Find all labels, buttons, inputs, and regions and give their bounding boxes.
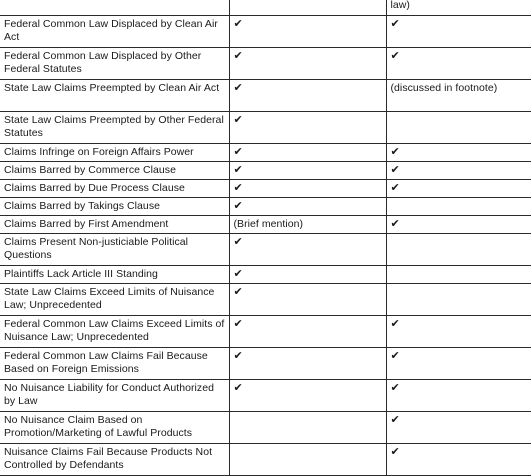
header-cell-claim: [0, 0, 229, 16]
header-cell-col2: [229, 0, 386, 16]
claim-cell: No Nuisance Claim Based on Promotion/Marketing of Lawful Products: [0, 412, 229, 444]
check-icon: ✔: [386, 316, 531, 348]
check-icon: ✔: [229, 162, 386, 180]
check-icon: ✔: [229, 284, 386, 316]
table-row: [0, 48, 531, 80]
brief-mention-cell: (Brief mention): [229, 216, 386, 234]
claim-cell: State Law Claims Exceed Limits of Nuisance Law; Unprecedented: [0, 284, 229, 316]
table-row: [0, 380, 531, 412]
check-icon: ✔: [229, 48, 386, 80]
check-icon: ✔: [229, 144, 386, 162]
claim-cell: Federal Common Law Claims Fail Because Based on Foreign Emissions: [0, 348, 229, 380]
footnote-note-cell: (discussed in footnote): [386, 80, 531, 112]
table-row: [0, 444, 531, 476]
table-row: [0, 216, 531, 234]
claim-cell: Claims Barred by Due Process Clause: [0, 180, 229, 198]
table-row: [0, 348, 531, 380]
check-icon: ✔: [229, 348, 386, 380]
claim-cell: Nuisance Claims Fail Because Products Not Controlled by Defendants: [0, 444, 229, 476]
empty-cell: [386, 234, 531, 266]
check-icon: ✔: [229, 198, 386, 216]
empty-cell: [386, 198, 531, 216]
claim-cell: State Law Claims Preempted by Other Federal Statutes: [0, 112, 229, 144]
claim-cell: Claims Barred by First Amendment: [0, 216, 229, 234]
claim-cell: Plaintiffs Lack Article III Standing: [0, 266, 229, 284]
table-row: [0, 316, 531, 348]
table-row: [0, 180, 531, 198]
check-icon: ✔: [229, 316, 386, 348]
check-icon: ✔: [386, 16, 531, 48]
table-row: [0, 80, 531, 112]
empty-cell: [229, 444, 386, 476]
claim-cell: Claims Infringe on Foreign Affairs Power: [0, 144, 229, 162]
empty-cell: [386, 112, 531, 144]
claim-cell: Federal Common Law Displaced by Clean Air Act: [0, 16, 229, 48]
check-icon: ✔: [229, 80, 386, 112]
check-icon: ✔: [386, 216, 531, 234]
empty-cell: [386, 266, 531, 284]
check-icon: ✔: [229, 234, 386, 266]
check-icon: ✔: [229, 266, 386, 284]
claim-cell: No Nuisance Liability for Conduct Authorized by Law: [0, 380, 229, 412]
claim-cell: State Law Claims Preempted by Clean Air Act: [0, 80, 229, 112]
claim-cell: Claims Present Non-justiciable Political Questions: [0, 234, 229, 266]
table-row: [0, 266, 531, 284]
check-icon: ✔: [386, 444, 531, 476]
header-cell-col3: law): [386, 0, 531, 16]
check-icon: ✔: [229, 16, 386, 48]
check-icon: ✔: [386, 412, 531, 444]
check-icon: ✔: [386, 48, 531, 80]
table-row: [0, 144, 531, 162]
claim-cell: Claims Barred by Takings Clause: [0, 198, 229, 216]
claim-cell: Federal Common Law Claims Exceed Limits of Nuisance Law; Unprecedented: [0, 316, 229, 348]
table-row: [0, 234, 531, 266]
table-header-row: [0, 0, 531, 16]
check-icon: ✔: [386, 348, 531, 380]
check-icon: ✔: [386, 162, 531, 180]
check-icon: ✔: [229, 112, 386, 144]
empty-cell: [229, 412, 386, 444]
empty-cell: [386, 284, 531, 316]
table-row: [0, 284, 531, 316]
table-row: [0, 112, 531, 144]
check-icon: ✔: [229, 380, 386, 412]
check-icon: ✔: [386, 144, 531, 162]
claim-cell: Claims Barred by Commerce Clause: [0, 162, 229, 180]
table-row: [0, 198, 531, 216]
table-row: [0, 412, 531, 444]
check-icon: ✔: [229, 180, 386, 198]
table-row: [0, 16, 531, 48]
check-icon: ✔: [386, 380, 531, 412]
check-icon: ✔: [386, 180, 531, 198]
claim-cell: Federal Common Law Displaced by Other Federal Statutes: [0, 48, 229, 80]
table-row: [0, 162, 531, 180]
